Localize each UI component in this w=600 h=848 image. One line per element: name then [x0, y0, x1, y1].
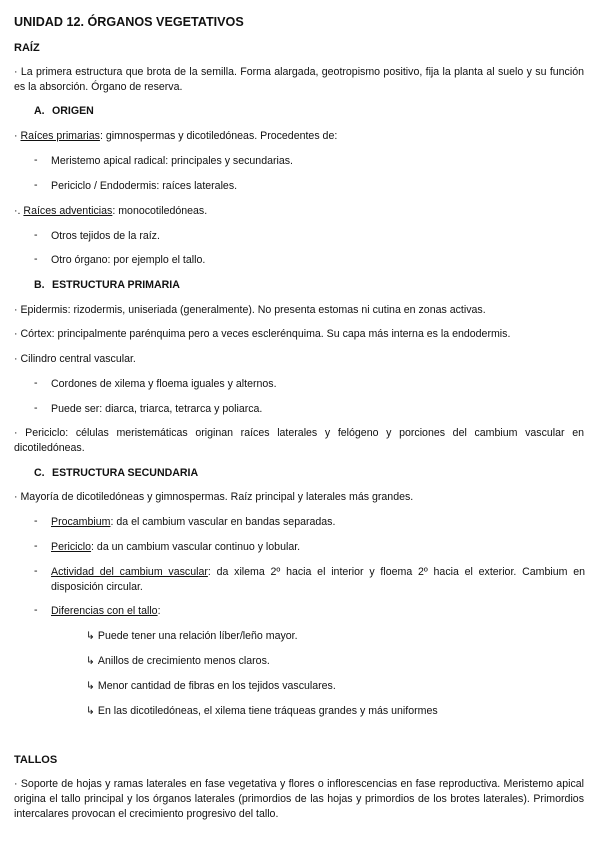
raices-adventicias-text: : monocotiledóneas. — [112, 205, 208, 217]
list-item — [51, 604, 585, 619]
list-item: Puede ser: diarca, triarca, tetrarca y poliarca. — [51, 403, 263, 415]
cilindro-paragraph: · Cilindro central vascular. — [14, 353, 136, 365]
raices-primarias-line — [14, 129, 584, 144]
dash-bullet: - — [34, 154, 38, 166]
raiz-intro: · La primera estructura que brota de la semilla. Forma alargada, geotropismo positivo, fija la planta al suelo y su función es la absorción. Órgano de reserva. — [14, 66, 584, 93]
term-diferencias-tallo: Diferencias con el tallo — [51, 605, 158, 617]
list-item: Cordones de xilema y floema iguales y alternos. — [51, 378, 277, 390]
sub-item-text: Menor cantidad de fibras en los tejidos vasculares. — [97, 680, 336, 692]
corner-arrow-icon: ↳ — [86, 680, 95, 692]
sub-list-item — [86, 629, 298, 644]
term-raices-adventicias: Raíces adventicias — [23, 205, 113, 217]
section-number: C. — [34, 467, 45, 479]
heading-raiz: RAÍZ — [14, 42, 40, 54]
corner-arrow-icon: ↳ — [86, 630, 95, 642]
tallos-intro: · Soporte de hojas y ramas laterales en fase vegetativa y flores o inflorescencias en fase reproductiva. Meristemo apical origina el tallo principal y los órganos laterales (primordios de las hojas y primordios de los brotes laterales). Primordios intercalares provocan el crecimiento progresivo del tallo. — [14, 778, 584, 820]
list-item — [51, 565, 585, 595]
sub-item-text: Anillos de crecimiento menos claros. — [97, 655, 270, 667]
section-primaria-heading — [34, 278, 600, 293]
dash-bullet: - — [34, 253, 38, 265]
section-secundaria-heading — [34, 466, 600, 481]
dash-bullet: - — [34, 377, 38, 389]
list-item: Otros tejidos de la raíz. — [51, 230, 160, 242]
item-text: : da xilema 2º hacia el interior y floema 2º hacia el exterior. Cambium en disposición circular. — [51, 566, 585, 593]
bullet: · — [14, 130, 21, 142]
section-number: A. — [34, 105, 45, 117]
term-procambium: Procambium — [51, 516, 111, 528]
sub-list-item — [86, 679, 336, 694]
sub-item-text: Puede tener una relación líber/leño mayor. — [97, 630, 298, 642]
list-item — [51, 540, 585, 555]
term-raices-primarias: Raíces primarias — [20, 130, 100, 142]
raices-primarias-text: : gimnospermas y dicotiledóneas. Procedentes de: — [99, 130, 338, 142]
bullet: ·. — [14, 205, 24, 217]
item-text: : da el cambium vascular en bandas separadas. — [110, 516, 336, 528]
section-title: ESTRUCTURA PRIMARIA — [52, 279, 180, 291]
dash-bullet: - — [34, 540, 38, 552]
list-item — [51, 515, 585, 530]
term-periciclo: Periciclo — [51, 541, 92, 553]
sub-item-text: En las dicotiledóneas, el xilema tiene tráqueas grandes y más uniformes — [97, 705, 438, 717]
list-item: Periciclo / Endodermis: raíces laterales. — [51, 180, 238, 192]
section-number: B. — [34, 279, 45, 291]
dash-bullet: - — [34, 604, 38, 616]
corner-arrow-icon: ↳ — [86, 705, 95, 717]
corner-arrow-icon: ↳ — [86, 655, 95, 667]
sub-list-item — [86, 654, 270, 669]
page-title: UNIDAD 12. ÓRGANOS VEGETATIVOS — [14, 15, 244, 29]
section-title: ORIGEN — [52, 105, 94, 117]
secundaria-intro: · Mayoría de dicotiledóneas y gimnospermas. Raíz principal y laterales más grandes. — [14, 491, 414, 503]
cortex-paragraph: · Córtex: principalmente parénquima pero a veces esclerénquima. Su capa más interna es la endodermis. — [14, 328, 511, 340]
list-item: Meristemo apical radical: principales y secundarias. — [51, 155, 293, 167]
dash-bullet: - — [34, 179, 38, 191]
dash-bullet: - — [34, 565, 38, 577]
section-title: ESTRUCTURA SECUNDARIA — [52, 467, 199, 479]
heading-tallos: TALLOS — [14, 754, 58, 766]
item-text: : — [157, 605, 161, 617]
epidermis-paragraph: · Epidermis: rizodermis, uniseriada (generalmente). No presenta estomas ni cutina en zonas activas. — [14, 304, 486, 316]
raices-adventicias-line — [14, 204, 584, 219]
sub-list-item — [86, 704, 438, 719]
periciclo-paragraph: · Periciclo: células meristemáticas originan raíces laterales y felógeno y porciones del cambium vascular en dicotiledóneas. — [14, 427, 584, 454]
dash-bullet: - — [34, 229, 38, 241]
list-item: Otro órgano: por ejemplo el tallo. — [51, 254, 206, 266]
dash-bullet: - — [34, 402, 38, 414]
term-actividad-cambium: Actividad del cambium vascular — [51, 566, 208, 578]
section-origen-heading — [34, 104, 600, 119]
item-text: : da un cambium vascular continuo y lobular. — [91, 541, 301, 553]
dash-bullet: - — [34, 515, 38, 527]
